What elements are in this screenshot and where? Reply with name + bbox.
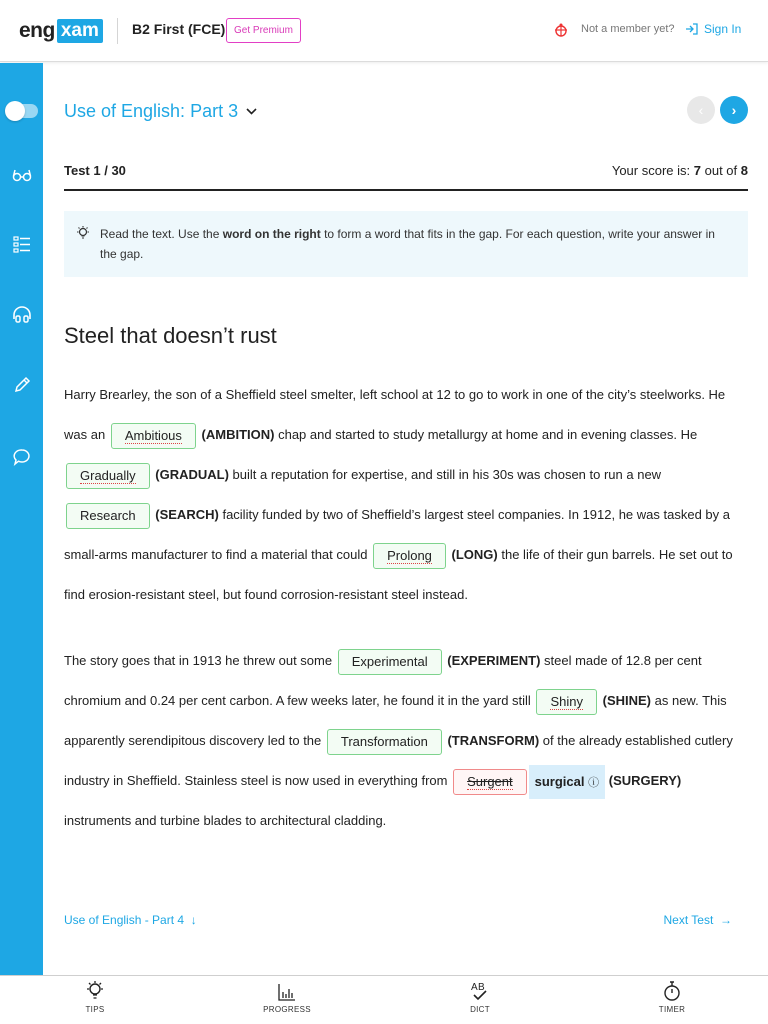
top-header [0,0,768,62]
timer-label: TIMER [658,1005,686,1014]
get-premium-button[interactable]: Get Premium [226,18,301,43]
sign-in-link[interactable] [685,22,741,36]
gap-answer-text: Experimental [351,653,428,669]
dict-label: DICT [470,1005,490,1014]
keyword: (TRANSFORM) [447,733,540,748]
keyword: (LONG) [451,547,498,562]
sidebar-toggle[interactable] [0,91,43,131]
lightbulb-icon [85,980,105,1002]
sidebar-item-writing[interactable] [0,365,43,405]
header-divider [117,18,118,44]
engxam-logo[interactable] [19,19,103,43]
answer-gap-5[interactable] [338,649,442,675]
dictionary-icon [469,980,491,1002]
gap-answer-text: Gradually [80,467,136,483]
gap-answer-text: Ambitious [124,427,182,443]
logo-text-eng: eng [19,19,55,42]
svg-text:AB: AB [471,982,485,993]
instructions-text-bold: word on the right [222,227,321,241]
not-member-text: Not a member yet? [581,23,675,35]
toggle-switch[interactable] [6,104,38,118]
test-info-row [64,161,748,191]
headphones-icon [12,306,32,324]
bar-chart-icon [277,980,297,1002]
section-selector[interactable] [64,101,257,122]
instructions-text-post: to form a word that fits in the gap. For each question, write your answer in the gap. [100,227,715,261]
keyword: (SEARCH) [155,507,219,522]
answer-gap-1[interactable] [111,423,196,449]
info-icon[interactable]: ⓘ [588,776,600,789]
sidebar-item-speaking[interactable] [0,437,43,477]
gap-answer-text: Transformation [340,733,428,749]
glasses-icon [12,168,32,182]
sign-in-label: Sign In [704,22,742,36]
list-icon [13,236,31,254]
passage-text: the life of their gun barrels. He set out to find erosion-resistant steel, but found corrosion-resistant steel instead. [64,547,733,602]
passage-text: built a reputation for expertise, and still in his 30s was chosen to run a new [232,467,662,482]
dictionary-button[interactable] [445,980,515,1014]
timer-button[interactable] [637,980,707,1014]
tips-button[interactable] [60,980,130,1014]
next-test-link[interactable] [664,913,732,927]
progress-label: PROGRESS [263,1005,311,1014]
keyword: (EXPERIMENT) [447,653,541,668]
answer-gap-8-wrong[interactable] [453,769,527,795]
pencil-icon [13,376,31,394]
gap-answer-text: Research [80,507,136,523]
chevron-right-icon: › [731,102,737,118]
tips-label: TIPS [85,1005,105,1014]
previous-button[interactable] [687,96,715,124]
sidebar-item-glasses[interactable] [0,155,43,195]
keyword: (GRADUAL) [155,467,229,482]
answer-gap-2[interactable] [66,463,150,489]
instructions-text-pre: Read the text. Use the [100,227,223,241]
passage-text: of the already established cutlery industry in Sheffield. Stainless steel is now used in everything from [64,733,733,788]
chevron-down-icon [246,108,257,115]
score-prefix: Your score is: [611,163,691,178]
bottom-toolbar [0,975,768,1024]
chat-icon [13,448,31,466]
arrow-down-icon: ↓ [190,913,197,927]
section-part: Part 3 [190,101,239,121]
answer-gap-4[interactable] [373,543,446,569]
correct-answer-text: surgical [534,773,585,789]
progress-button[interactable] [252,980,322,1014]
correct-answer[interactable] [529,765,605,799]
answer-gap-6[interactable] [536,689,597,715]
text-title: Steel that doesn’t rust [64,323,277,348]
lightbulb-icon [74,225,92,241]
test-number: Test 1 / 30 [64,163,126,178]
gap-answer-text: Surgent [467,773,513,789]
ladybug-icon [553,22,569,38]
keyword: (SHINE) [602,693,651,708]
logo-text-xam: xam [57,19,103,43]
passage-text: Harry Brearley, the son of a Sheffield steel smelter, left school at 12 to go to work in one of the city’s steelworks. He was an [64,387,726,442]
stopwatch-icon [662,980,682,1002]
course-title: B2 First (FCE) [132,21,226,37]
passage-text: The story goes that in 1913 he threw out some [64,653,333,668]
paragraph-2 [64,641,748,841]
passage-text: facility funded by two of Sheffield’s largest steel companies. In 1912, he was tasked by a small-arms manufacturer to find a material that could [64,507,730,562]
arrow-right-icon: → [720,913,732,927]
passage-text: chap and started to study metallurgy at home and in evening classes. He [278,427,698,442]
score-mid: out of [704,163,738,178]
next-part-label: Use of English - Part 4 [64,913,185,927]
sign-in-icon [685,22,699,36]
paragraph-1 [64,375,748,615]
passage-text: as new. This apparently serendipitous discovery led to the [64,693,727,748]
answer-gap-3[interactable] [66,503,150,529]
score-total: 8 [740,163,748,178]
chevron-left-icon: ‹ [698,102,704,118]
keyword: (SURGERY) [608,773,682,788]
instructions-box [64,211,748,277]
answer-gap-7[interactable] [327,729,442,755]
gap-answer-text: Prolong [387,547,432,563]
left-sidebar [0,63,43,975]
score-display [612,163,748,178]
keyword: (AMBITION) [201,427,275,442]
score-value: 7 [693,163,701,178]
section-prefix: Use of English: [64,101,186,121]
passage-text: instruments and turbine blades to architectural cladding. [64,813,387,828]
next-button[interactable] [720,96,748,124]
passage [64,375,748,867]
gap-answer-text: Shiny [550,693,583,709]
passage-text: steel made of 12.8 per cent chromium and 0.24 per cent carbon. A few weeks later, he found it in the yard still [64,653,702,708]
next-test-label: Next Test [663,913,714,927]
sidebar-item-listening[interactable] [0,295,43,335]
sidebar-item-list[interactable] [0,225,43,265]
next-part-link[interactable] [64,913,197,927]
